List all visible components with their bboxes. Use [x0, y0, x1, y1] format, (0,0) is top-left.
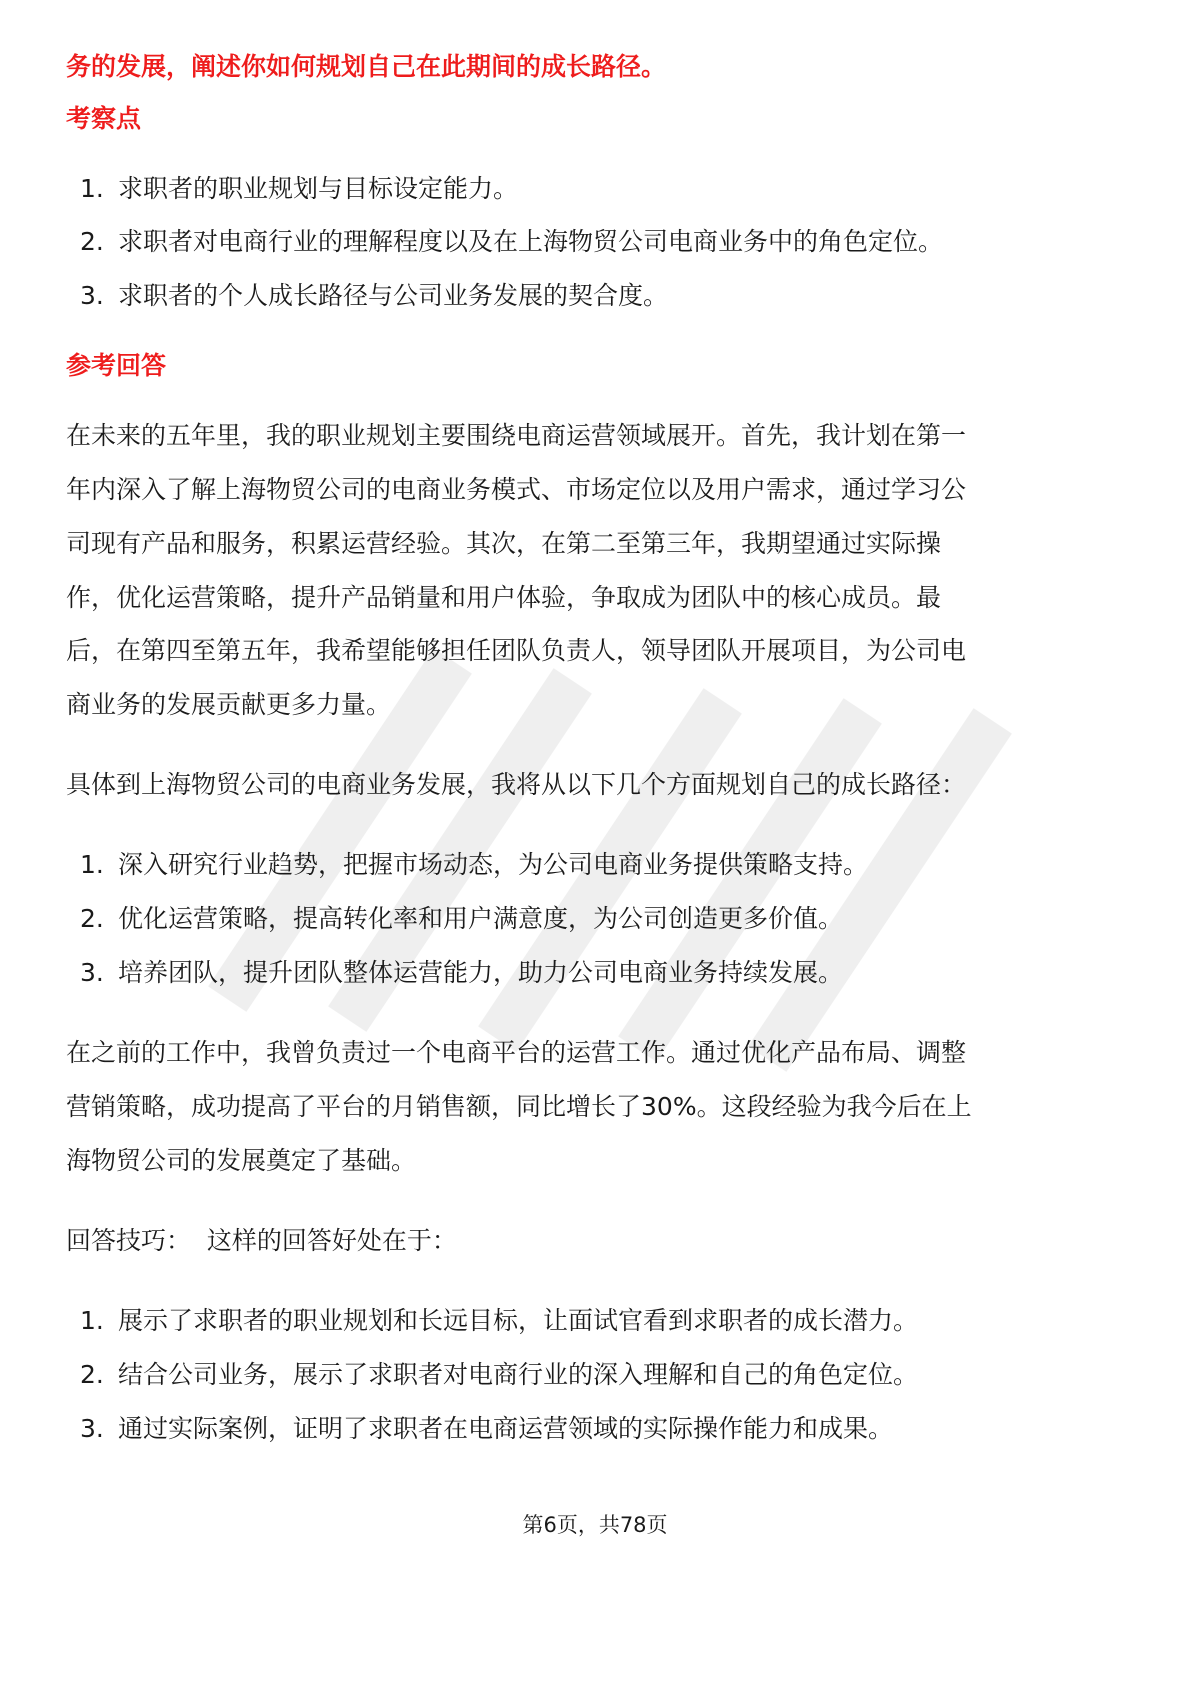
list-item-text: 培养团队，提升团队整体运营能力，助力公司电商业务持续发展。 — [118, 958, 844, 987]
list-item-text: 结合公司业务，展示了求职者对电商行业的深入理解和自己的角色定位。 — [118, 1360, 919, 1389]
list-item-number: 1. — [80, 174, 104, 203]
page-number-footer: 第6页，共78页 — [522, 1513, 668, 1537]
list-item-text: 通过实际案例，证明了求职者在电商运营领域的实际操作能力和成果。 — [118, 1414, 894, 1443]
list-item-number: 2. — [80, 1360, 104, 1389]
list-item-number: 3. — [80, 281, 104, 310]
list-item — [80, 279, 668, 313]
section-heading-kaochadian: 考察点 — [66, 104, 142, 133]
question-continuation: 务的发展，阐述你如何规划自己在此期间的成长路径。 — [66, 52, 667, 81]
list-item-text: 求职者的个人成长路径与公司业务发展的契合度。 — [118, 281, 669, 310]
paragraph-intro: 具体到上海物贸公司的电商业务发展，我将从以下几个方面规划自己的成长路径： — [66, 770, 967, 799]
list-item — [80, 225, 943, 259]
list-item-number: 1. — [80, 1306, 104, 1335]
list-item-text: 求职者对电商行业的理解程度以及在上海物贸公司电商业务中的角色定位。 — [118, 227, 944, 256]
tips-intro: 回答技巧： 这样的回答好处在于： — [66, 1226, 457, 1255]
section-heading-answer: 参考回答 — [66, 351, 167, 380]
list-item-number: 3. — [80, 958, 104, 987]
list-item — [80, 1358, 918, 1392]
list-item-text: 优化运营策略，提高转化率和用户满意度，为公司创造更多价值。 — [118, 904, 844, 933]
list-item — [80, 848, 868, 882]
list-item — [80, 1304, 918, 1338]
list-item-text: 求职者的职业规划与目标设定能力。 — [118, 174, 519, 203]
list-item-number: 1. — [80, 850, 104, 879]
list-item-number: 2. — [80, 904, 104, 933]
list-item — [80, 902, 843, 936]
paragraph-line: 作，优化运营策略，提升产品销量和用户体验，争取成为团队中的核心成员。最 — [66, 583, 942, 612]
list-item-number: 2. — [80, 227, 104, 256]
list-item — [80, 1412, 893, 1446]
paragraph-line: 营销策略，成功提高了平台的月销售额，同比增长了30%。这段经验为我今后在上 — [66, 1092, 972, 1121]
paragraph-line: 司现有产品和服务，积累运营经验。其次，在第二至第三年，我期望通过实际操 — [66, 529, 942, 558]
paragraph-line: 后，在第四至第五年，我希望能够担任团队负责人，领导团队开展项目，为公司电 — [66, 636, 967, 665]
list-item — [80, 956, 843, 990]
paragraph-line: 商业务的发展贡献更多力量。 — [66, 690, 392, 719]
paragraph-line: 海物贸公司的发展奠定了基础。 — [66, 1146, 417, 1175]
paragraph-line: 在未来的五年里，我的职业规划主要围绕电商运营领域展开。首先，我计划在第一 — [66, 421, 967, 450]
list-item-text: 深入研究行业趋势，把握市场动态，为公司电商业务提供策略支持。 — [118, 850, 869, 879]
paragraph-line: 在之前的工作中，我曾负责过一个电商平台的运营工作。通过优化产品布局、调整 — [66, 1038, 967, 1067]
list-item — [80, 172, 518, 206]
list-item-number: 3. — [80, 1414, 104, 1443]
paragraph-line: 年内深入了解上海物贸公司的电商业务模式、市场定位以及用户需求，通过学习公 — [66, 475, 967, 504]
list-item-text: 展示了求职者的职业规划和长远目标，让面试官看到求职者的成长潜力。 — [118, 1306, 919, 1335]
